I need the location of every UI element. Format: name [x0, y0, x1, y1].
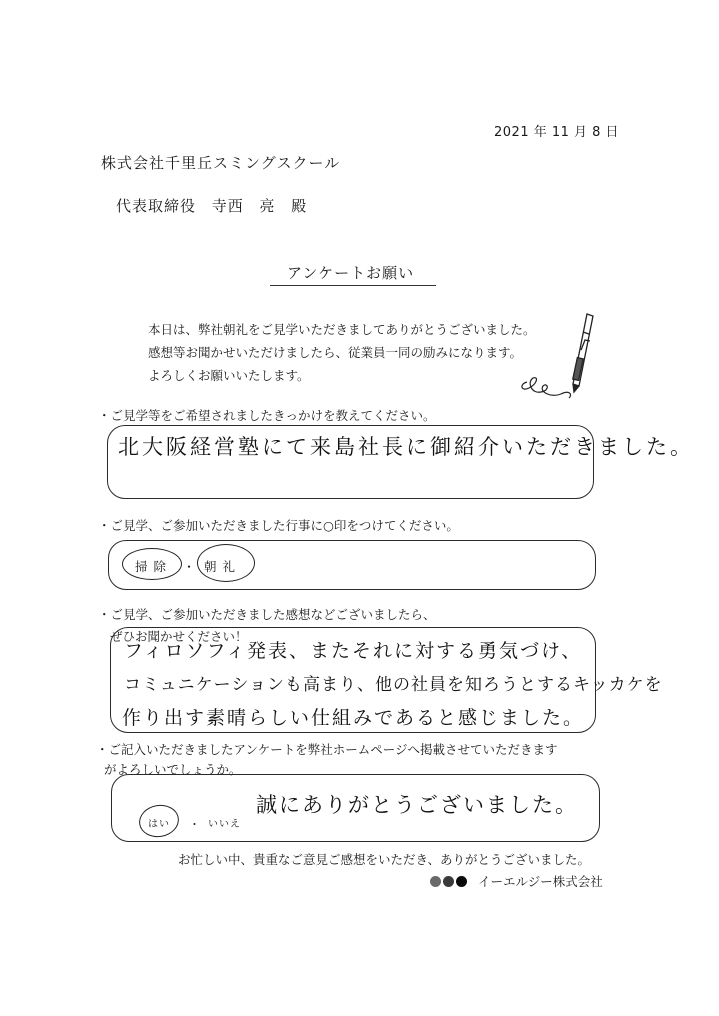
document-title: アンケートお願い [287, 264, 415, 282]
answer-3-line-3: 作り出す素晴らしい仕組みであると感じました。 [122, 707, 585, 729]
option-morning-assembly: 朝礼 [204, 559, 242, 574]
title-underline [270, 285, 436, 286]
recipient-company: 株式会社千里丘スミングスクール [101, 154, 341, 172]
question-1: ・ご見学等をご希望されましたきっかけを教えてください。 [98, 408, 436, 423]
answer-4-handwriting: 誠にありがとうございました。 [256, 793, 578, 817]
question-3-line-2: ぜひお聞かせください！ [110, 629, 248, 644]
answer-3-line-1: フィロソフィ発表、またそれに対する勇気づけ、 [124, 640, 583, 662]
question-2: ・ご見学、ご参加いただきました行事に○印をつけてください。 [98, 518, 459, 533]
answer-1-handwriting: 北大阪経営塾にて来島社長に御紹介いただきました。 [118, 435, 694, 459]
intro-line-1: 本日は、弊社朝礼をご見学いただきましてありがとうございました。 [148, 322, 536, 337]
option-yes: はい [148, 819, 170, 830]
question-4-line-1: ・ご記入いただきましたアンケートを弊社ホームページへ掲載させていただきます [96, 742, 558, 757]
pen-icon [517, 312, 617, 412]
logo-dot-2 [443, 876, 454, 887]
option-separator: ・ [183, 560, 196, 574]
answer-3-line-2: コミュニケーションも高まり、他の社員を知ろうとするキッカケを [124, 675, 663, 695]
question-4-line-2: がよろしいでしょうか。 [104, 762, 242, 777]
logo-dot-3 [456, 876, 467, 887]
sender-name: イーエルジー株式会社 [478, 874, 603, 889]
option-no: いいえ [208, 819, 241, 830]
intro-line-2: 感想等お聞かせいただけましたら、従業員一同の励みになります。 [148, 345, 523, 360]
option-cleaning: 掃除 [135, 559, 173, 574]
logo-dot-1 [430, 876, 441, 887]
recipient-person: 代表取締役 寺西 亮 殿 [116, 197, 308, 215]
question-3-line-1: ・ご見学、ご参加いただきました感想などございましたら、 [98, 607, 436, 622]
intro-text [148, 318, 568, 387]
intro-line-3: よろしくお願いいたします。 [148, 368, 310, 383]
option-separator-2: ・ [189, 818, 200, 831]
sender-block [430, 872, 603, 890]
document-date: 2021 年 11 月 8 日 [494, 125, 620, 140]
logo-dots-icon [430, 876, 467, 887]
footer-thanks: お忙しい中、貴重なご意見ご感想をいただき、ありがとうございました。 [178, 852, 591, 867]
